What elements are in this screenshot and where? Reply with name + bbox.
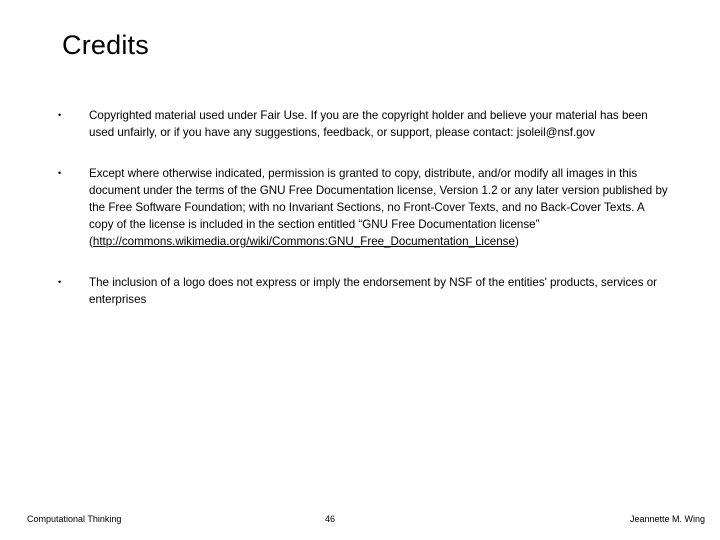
slide-title: Credits (62, 30, 149, 60)
footer-author: Jeannette M. Wing (629, 514, 705, 524)
logo-disclaimer-text: The inclusion of a logo does not express or imply the endorsement by NSF of the entities' products, services or enterprises (89, 276, 658, 306)
fair-use-text: Copyrighted material used under Fair Use. If you are the copyright holder and believe your material has been used unfairly, or if you have any suggestions, feedback, or support, please contact: jsoleil@nsf.gov (89, 109, 648, 139)
bullet-icon: • (58, 110, 62, 120)
bullet-item-fair-use (58, 107, 668, 141)
gnu-license-text-end: ) (514, 235, 519, 248)
gnu-license-text: Except where otherwise indicated, permission is granted to copy, distribute, and/or modify all images in this document under the terms of the GNU Free Documentation license, Version 1.2 or any later version published by the Free Software Foundation; with no Invariant Sections, no Front-Cover Texts, and no Back-Cover Texts. A copy of the license is included in the section entitled “GNU Free Documentation license” ( (89, 167, 668, 248)
credits-bullet-list (58, 107, 668, 332)
bullet-icon: • (58, 168, 62, 178)
footer-page-number: 46 (325, 514, 336, 524)
bullet-icon: • (58, 277, 62, 287)
gnu-license-link[interactable]: http://commons.wikimedia.org/wiki/Commons:GNU_Free_Documentation_License (92, 235, 515, 248)
bullet-item-gnu-license (58, 165, 668, 250)
footer-course-title: Computational Thinking (27, 514, 122, 524)
bullet-item-logo-disclaimer (58, 274, 668, 308)
